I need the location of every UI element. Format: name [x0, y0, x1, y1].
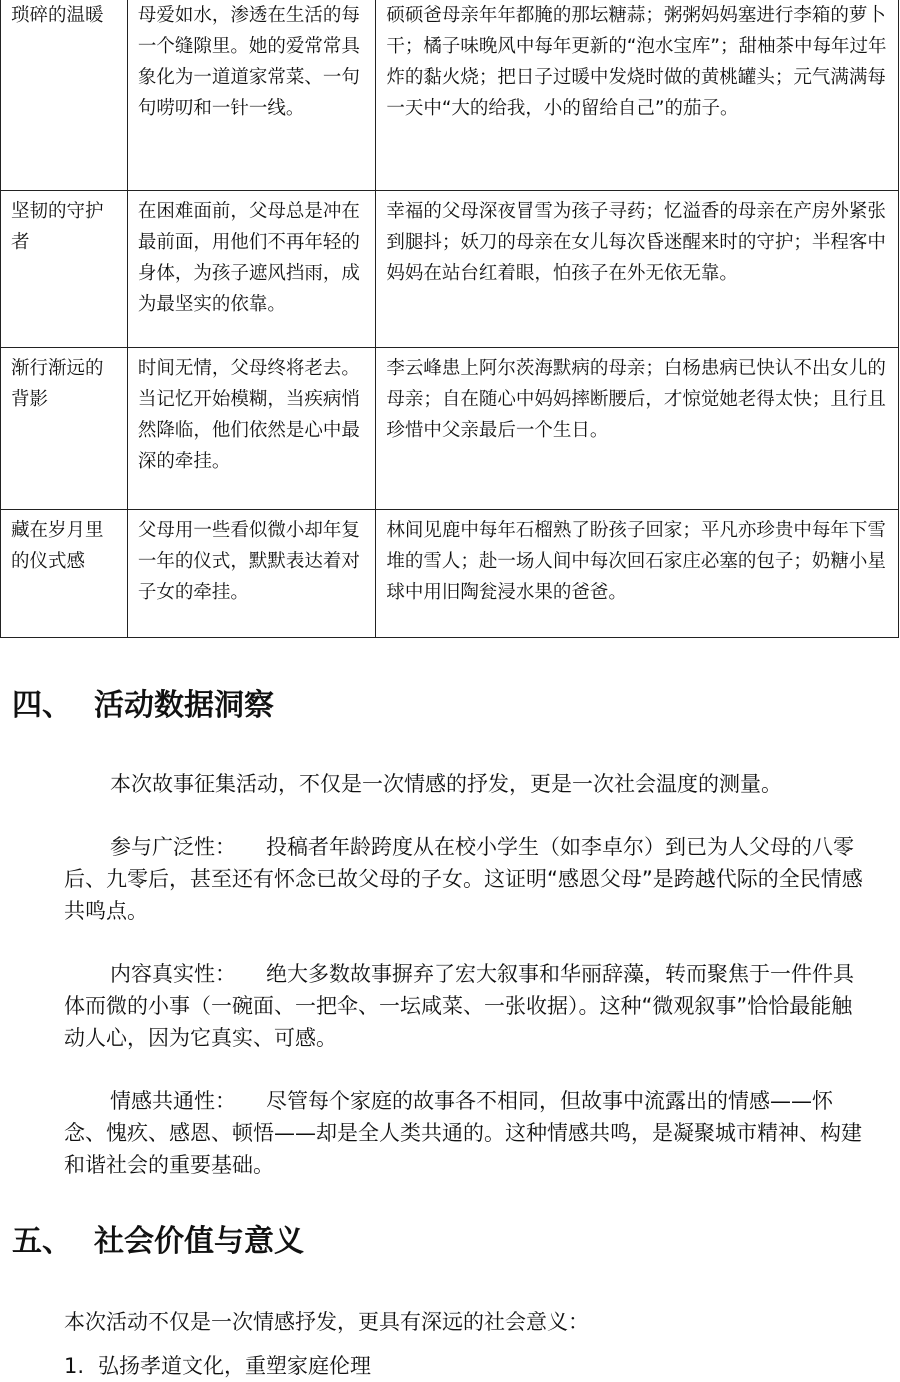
description-cell: 父母用一些看似微小却年复一年的仪式，默默表达着对子女的牵挂。 [127, 509, 375, 637]
list-item [64, 1350, 371, 1382]
insight-label: 参与广泛性： [110, 835, 236, 859]
section-5-intro: 本次活动不仅是一次情感抒发，更具有深远的社会意义： [64, 1310, 589, 1334]
description-cell: 在困难面前，父母总是冲在最前面，用他们不再年轻的身体，为孩子遮风挡雨，成为最坚实的依靠。 [127, 190, 375, 347]
insight-label: 情感共通性： [110, 1089, 236, 1113]
table-row [1, 509, 899, 637]
story-themes-table [0, 0, 899, 638]
insight-commonality [64, 1085, 864, 1181]
theme-cell: 坚韧的守护者 [1, 190, 128, 347]
table-row [1, 190, 899, 347]
stories-cell: 硕硕爸母亲年年都腌的那坛糖蒜；粥粥妈妈塞进行李箱的萝卜干；橘子味晚风中每年更新的“泡水宝库”；甜柚茶中每年过年炸的黏火烧；把日子过暖中发烧时做的黄桃罐头；元气满满每一天中“大的给我，小的留给自己”的茄子。 [376, 0, 899, 190]
theme-cell: 渐行渐远的背影 [1, 347, 128, 509]
table-row [1, 0, 899, 190]
stories-cell: 李云峰患上阿尔茨海默病的母亲；白杨患病已快认不出女儿的母亲；自在随心中妈妈摔断腰后，才惊觉她老得太快；且行且珍惜中父亲最后一个生日。 [376, 347, 899, 509]
insight-authenticity [64, 958, 864, 1054]
stories-cell: 幸福的父母深夜冒雪为孩子寻药；忆溢香的母亲在产房外紧张到腿抖；妖刀的母亲在女儿每次昏迷醒来时的守护；半程客中妈妈在站台红着眼，怕孩子在外无依无靠。 [376, 190, 899, 347]
theme-cell: 琐碎的温暖 [1, 0, 128, 190]
list-marker: 1. [64, 1354, 85, 1378]
insight-label: 内容真实性： [110, 962, 236, 986]
insight-text: 尽管每个家庭的故事各不相同，但故事中流露出的情感——怀念、愧疚、感恩、顿悟——却是全人类共通的。这种情感共鸣，是凝聚城市精神、构建和谐社会的重要基础。 [64, 1089, 862, 1177]
section-4-intro: 本次故事征集活动，不仅是一次情感的抒发，更是一次社会温度的测量。 [110, 772, 782, 796]
section-5-heading [12, 1222, 304, 1262]
description-cell: 母爱如水，渗透在生活的每一个缝隙里。她的爱常常具象化为一道道家常菜、一句句唠叨和一针一线。 [127, 0, 375, 190]
table-row [1, 347, 899, 509]
section-number: 五、 [12, 1224, 72, 1259]
insight-text: 投稿者年龄跨度从在校小学生（如李卓尔）到已为人父母的八零后、九零后，甚至还有怀念已故父母的子女。这证明“感恩父母”是跨越代际的全民情感共鸣点。 [64, 835, 863, 923]
section-4-heading [12, 686, 274, 726]
stories-cell: 林间见鹿中每年石榴熟了盼孩子回家；平凡亦珍贵中每年下雪堆的雪人；赴一场人间中每次回石家庄必塞的包子；奶糖小星球中用旧陶瓮浸水果的爸爸。 [376, 509, 899, 637]
list-item-text: 弘扬孝道文化，重塑家庭伦理 [98, 1354, 371, 1378]
section-title: 社会价值与意义 [94, 1224, 304, 1259]
section-title: 活动数据洞察 [94, 688, 274, 723]
description-cell: 时间无情，父母终将老去。当记忆开始模糊，当疾病悄然降临，他们依然是心中最深的牵挂。 [127, 347, 375, 509]
insight-participation [64, 831, 864, 927]
theme-cell: 藏在岁月里的仪式感 [1, 509, 128, 637]
insight-text: 绝大多数故事摒弃了宏大叙事和华丽辞藻，转而聚焦于一件件具体而微的小事（一碗面、一把伞、一坛咸菜、一张收据）。这种“微观叙事”恰恰最能触动人心，因为它真实、可感。 [64, 962, 854, 1050]
section-number: 四、 [12, 688, 72, 723]
